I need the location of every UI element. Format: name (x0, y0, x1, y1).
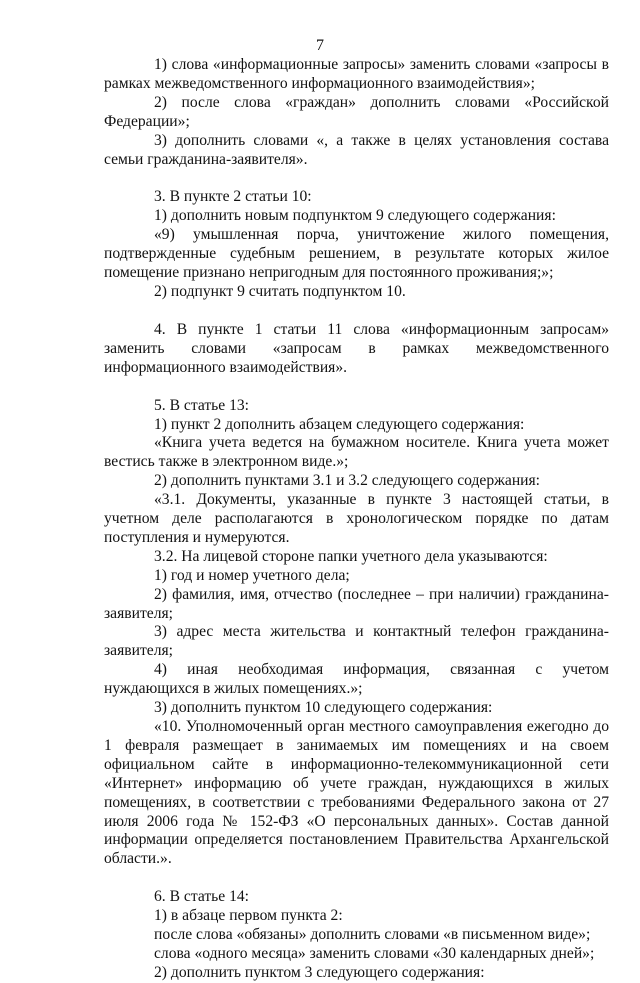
paragraph: 2) фамилия, имя, отчество (последнее – при наличии) гражданина-заявителя; (104, 585, 609, 622)
blank-line (104, 869, 609, 888)
paragraph: 2) подпункт 9 считать подпунктом 10. (154, 282, 406, 300)
document-body (104, 56, 609, 983)
section-heading: 5. В статье 13: (154, 396, 250, 414)
section-heading: 3. В пункте 2 статьи 10: (154, 188, 312, 206)
page-number: 7 (316, 37, 324, 54)
paragraph: «10. Уполномоченный орган местного самоуправления ежегодно до 1 февраля размещает в занимаемых им помещениях и на своем официальном сайте в информационно-телекоммуникационной сети «Интернет» информацию об учете граждан, нуждающихся в жилых помещениях, в соответствии с требованиями Федерального закона от 27 июля 2006 года № 152-ФЗ «О персональных данных». Состав данной информации определяется постановлением Правительства Архангельской области.». (104, 718, 609, 868)
paragraph: 1) слова «информационные запросы» заменить словами «запросы в рамках межведомственного информационного взаимодействия»; (104, 56, 609, 92)
paragraph: «Книга учета ведется на бумажном носителе. Книга учета может вестись также в электронном виде.»; (104, 434, 609, 471)
paragraph: 3) дополнить словами «, а также в целях установления состава семьи гражданина-заявителя». (104, 131, 609, 168)
blank-line (104, 169, 609, 188)
paragraph: 4) иная необходимая информация, связанная с учетом нуждающихся в жилых помещениях.»; (104, 661, 609, 698)
paragraph: 1) пункт 2 дополнить абзацем следующего содержания: (154, 415, 525, 433)
paragraph: слова «одного месяца» заменить словами «30 календарных дней»; (154, 944, 595, 962)
paragraph: «9) умышленная порча, уничтожение жилого помещения, подтвержденные судебным решением, в результате которых жилое помещение признано непригодным для постоянного проживания;»; (104, 226, 609, 282)
paragraph: 3) дополнить пунктом 10 следующего содержания: (154, 699, 493, 717)
paragraph: 2) дополнить пунктом 3 следующего содержания: (154, 963, 485, 981)
paragraph: 1) в абзаце первом пункта 2: (154, 907, 343, 925)
paragraph: после слова «обязаны» дополнить словами «в письменном виде»; (154, 926, 591, 944)
blank-line (104, 302, 609, 321)
paragraph: 4. В пункте 1 статьи 11 слова «информационным запросам» заменить словами «запросам в рамках межведомственного информационного взаимодействия». (104, 320, 609, 376)
blank-line (104, 378, 609, 397)
paragraph: 1) дополнить новым подпунктом 9 следующего содержания: (154, 207, 556, 225)
paragraph: 3.2. На лицевой стороне папки учетного дела указываются: (154, 547, 548, 565)
paragraph: 2) после слова «граждан» дополнить словами «Российской Федерации»; (104, 93, 609, 130)
paragraph: 2) дополнить пунктами 3.1 и 3.2 следующего содержания: (154, 472, 541, 490)
paragraph: 1) год и номер учетного дела; (154, 566, 350, 584)
paragraph: 3) адрес места жительства и контактный телефон гражданина-заявителя; (104, 623, 609, 660)
paragraph: «3.1. Документы, указанные в пункте 3 настоящей статьи, в учетном деле располагаются в хронологическом порядке по датам поступления и нумеруются. (104, 491, 609, 546)
section-heading: 6. В статье 14: (154, 888, 250, 906)
